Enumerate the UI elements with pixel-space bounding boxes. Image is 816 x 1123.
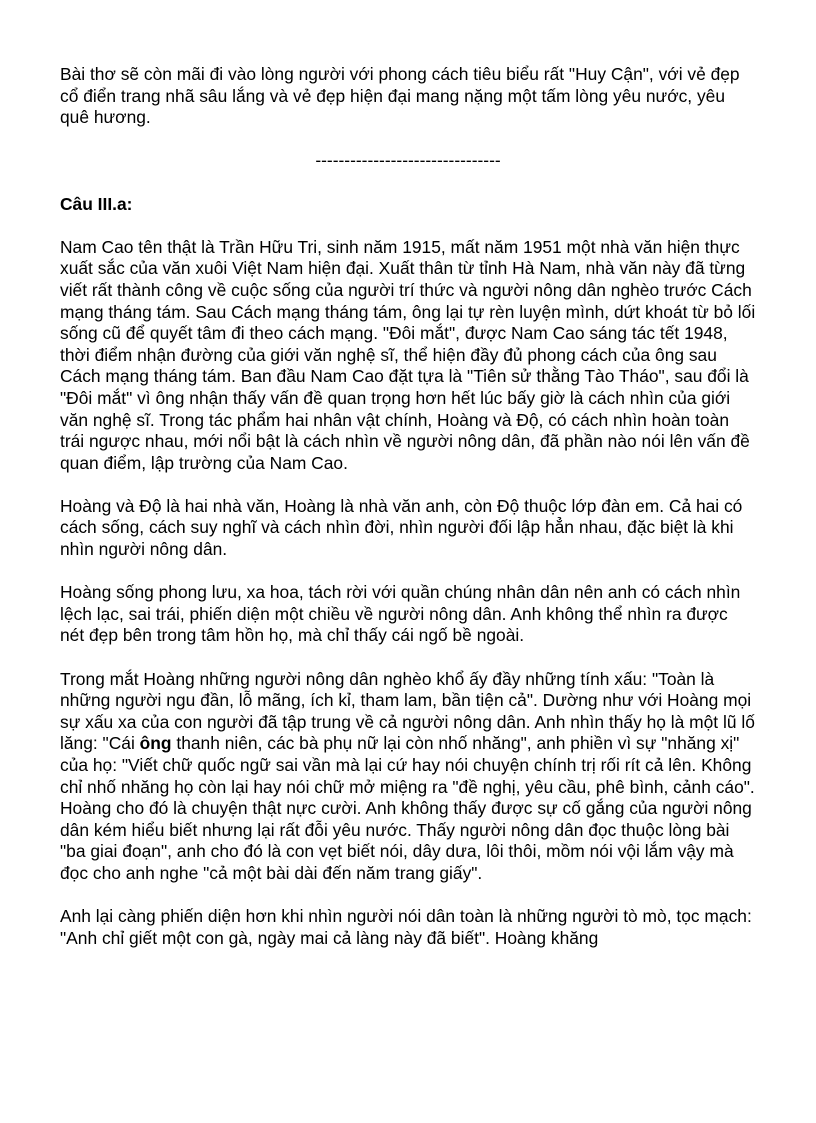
paragraph-hoang-curiosity: Anh lại càng phiến diện hơn khi nhìn người nói dân toàn là những người tò mò, tọc mạch: "Anh chỉ giết một con gà, ngày mai cả làng này đã biết". Hoàng khăng [60,906,752,948]
paragraph-hoang-lifestyle: Hoàng sống phong lưu, xa hoa, tách rời với quần chúng nhân dân nên anh có cách nhìn lệch lạc, sai trái, phiến diện một chiều về người nông dân. Anh không thể nhìn ra được nét đẹp bên trong tâm hồn họ, mà chỉ thấy cái ngố bề ngoài. [60,582,741,646]
bold-word-ong: ông [139,733,172,754]
paragraph-hoang-view-part1: Trong mắt Hoàng những người nông dân nghèo khổ ấy đầy những tính xấu: "Toàn là những người ngu đần, lỗ mãng, ích kỉ, tham lam, bần tiện cả". Dường như với Hoàng mọi sự xấu xa của con người đã tập trung về cả người nông dân. Anh nhìn thấy họ là một lũ lố lăng: "Cái [60,668,755,754]
section-separator: -------------------------------- [315,150,501,171]
paragraph-hoang-view-part2: thanh niên, các bà phụ nữ lại còn nhố nhăng", anh phiền vì sự "nhăng xị" của họ: "Viết chữ quốc ngữ sai vần mà lại cứ hay nói chuyện chính trị rối rít cả lên. Không chỉ nhố nhăng họ còn lại hay nói chữ mở miệng ra "đề nghị, yêu cầu, phê bình, cảnh cáo". Hoàng cho đó là chuyện thật nực cười. Anh không thấy được sự cố gắng của người nông dân kém hiểu biết nhưng lại rất đỗi yêu nước. Thấy người nông dân đọc thuộc lòng bài "ba giai đoạn", anh cho đó là con vẹt biết nói, dây dưa, lôi thôi, mồm nói vội lắm vậy mà đọc cho anh nghe "cả một bài dài đến năm trang giấy". [60,733,755,883]
intro-paragraph: Bài thơ sẽ còn mãi đi vào lòng người với phong cách tiêu biểu rất "Huy Cận", với vẻ đẹp cổ điển trang nhã sâu lắng và vẻ đẹp hiện đại mang nặng một tấm lòng yêu nước, yêu quê hương. [60,64,740,128]
paragraph-author-intro: Nam Cao tên thật là Trần Hữu Tri, sinh năm 1915, mất năm 1951 một nhà văn hiện thực xuất sắc của văn xuôi Việt Nam hiện đại. Xuất thân từ tỉnh Hà Nam, nhà văn này đã từng viết rất thành công về cuộc sống của người trí thức và người nông dân nghèo trước Cách mạng tháng tám. Sau Cách mạng tháng tám, ông lại tự rèn luyện mình, dứt khoát từ bỏ lối sống cũ để quyết tâm đi theo cách mạng. "Đôi mắt", được Nam Cao sáng tác tết 1948, thời điểm nhận đường của giới văn nghệ sĩ, thể hiện đầy đủ phong cách của ông sau Cách mạng tháng tám. Ban đầu Nam Cao đặt tựa là "Tiên sử thằng Tào Tháo", sau đổi là "Đôi mắt" vì ông nhận thấy vấn đề quan trọng hơn hết lúc bấy giờ là cách nhìn của giới văn nghệ sĩ. Trong tác phẩm hai nhân vật chính, Hoàng và Độ, có cách nhìn hoàn toàn trái ngược nhau, mới nổi bật là cách nhìn về người nông dân, đã phần nào nói lên vấn đề quan điểm, lập trường của Nam Cao. [60,236,756,473]
document-page [60,64,756,971]
paragraph-hoang-view [60,669,756,885]
section-heading: Câu III.a: [60,193,133,214]
paragraph-characters: Hoàng và Độ là hai nhà văn, Hoàng là nhà văn anh, còn Độ thuộc lớp đàn em. Cả hai có cách sống, cách suy nghĩ và cách nhìn đời, nhìn người đối lập hẳn nhau, đặc biệt là khi nhìn người nông dân. [60,495,743,560]
